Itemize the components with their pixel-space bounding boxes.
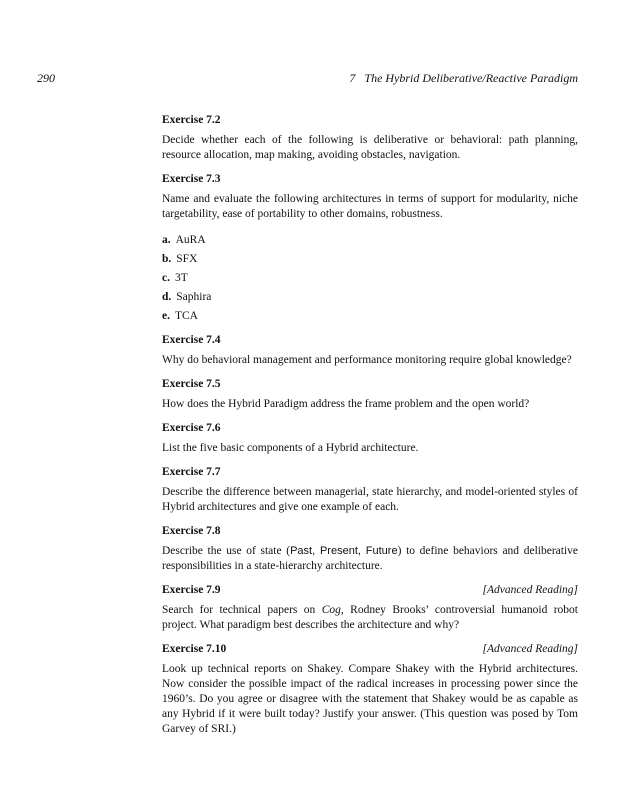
option-text: SFX (176, 253, 198, 265)
advanced-reading-tag: [Advanced Reading] (482, 584, 578, 596)
text-segment: ) to define behaviors and deliberative responsibilities in a state-hierarchy architecture. (162, 545, 578, 572)
text-segment: , Rodney Brooks’ controversial humanoid robot project. What paradigm best describes the architecture and why? (162, 604, 579, 631)
list-item (162, 309, 578, 324)
exercise-title: Exercise 7.6 (162, 422, 221, 434)
exercise-text: Why do behavioral management and performance monitoring require global knowledge? (162, 354, 572, 366)
exercise-text: How does the Hybrid Paradigm address the frame problem and the open world? (162, 398, 530, 410)
option-text: Saphira (176, 291, 212, 303)
page-number: 290 (37, 71, 55, 85)
exercise-text: List the five basic components of a Hybrid architecture. (162, 442, 419, 454)
exercise-title: Exercise 7.10 (162, 643, 227, 655)
exercise-title: Exercise 7.7 (162, 466, 221, 478)
exercise-title: Exercise 7.2 (162, 114, 221, 126)
option-label: b. (162, 253, 172, 265)
exercise-text: Look up technical reports on Shakey. Compare Shakey with the Hybrid architectures. Now consider the possible impact of the radical increases in processing power since the 1960’s. Do you agree or disagree with the statement that Shakey would be as capable as any Hybrid if it were built today? Justify your answer. (This question was posed by Tom Garvey of SRI.) (162, 663, 578, 735)
exercise-title: Exercise 7.4 (162, 334, 221, 346)
state-names: Past, Present, Future (290, 545, 398, 557)
exercise-7-6 (162, 421, 578, 456)
text-segment: Describe the use of state ( (162, 545, 291, 557)
exercise-7-9 (162, 583, 578, 633)
list-item (162, 233, 578, 248)
option-label: a. (162, 234, 171, 246)
exercise-title: Exercise 7.8 (162, 525, 221, 537)
exercise-7-3 (162, 172, 578, 324)
option-label: e. (162, 310, 170, 322)
exercise-list (162, 113, 578, 746)
exercise-text: Describe the difference between managerial, state hierarchy, and model-oriented styles of Hybrid architectures and give one example of each. (162, 486, 578, 513)
text-segment: Search for technical papers on (162, 604, 322, 616)
option-label: d. (162, 291, 172, 303)
list-item (162, 290, 578, 305)
exercise-7-4 (162, 333, 578, 368)
exercise-text: Decide whether each of the following is deliberative or behavioral: path planning, resource allocation, map making, avoiding obstacles, navigation. (162, 134, 578, 161)
option-text: AuRA (175, 234, 206, 246)
advanced-reading-tag: [Advanced Reading] (482, 643, 578, 655)
exercise-title: Exercise 7.5 (162, 378, 221, 390)
exercise-7-7 (162, 465, 578, 515)
exercise-text: Name and evaluate the following architectures in terms of support for modularity, niche targetability, ease of portability to other domains, robustness. (162, 193, 578, 220)
exercise-7-2 (162, 113, 578, 163)
exercise-7-10 (162, 642, 578, 737)
list-item (162, 271, 578, 286)
option-text: 3T (174, 272, 188, 284)
emphasis: Cog (321, 604, 341, 616)
option-label: c. (162, 272, 170, 284)
exercise-text (162, 603, 578, 633)
exercise-title: Exercise 7.3 (162, 173, 221, 185)
exercise-7-5 (162, 377, 578, 412)
option-list (162, 233, 578, 324)
exercise-text (162, 544, 578, 574)
list-item (162, 252, 578, 267)
chapter-title: 7 The Hybrid Deliberative/Reactive Paradigm (349, 71, 578, 85)
exercise-7-8 (162, 524, 578, 574)
running-head (37, 71, 578, 87)
option-text: TCA (174, 310, 198, 322)
exercise-title: Exercise 7.9 (162, 584, 221, 596)
